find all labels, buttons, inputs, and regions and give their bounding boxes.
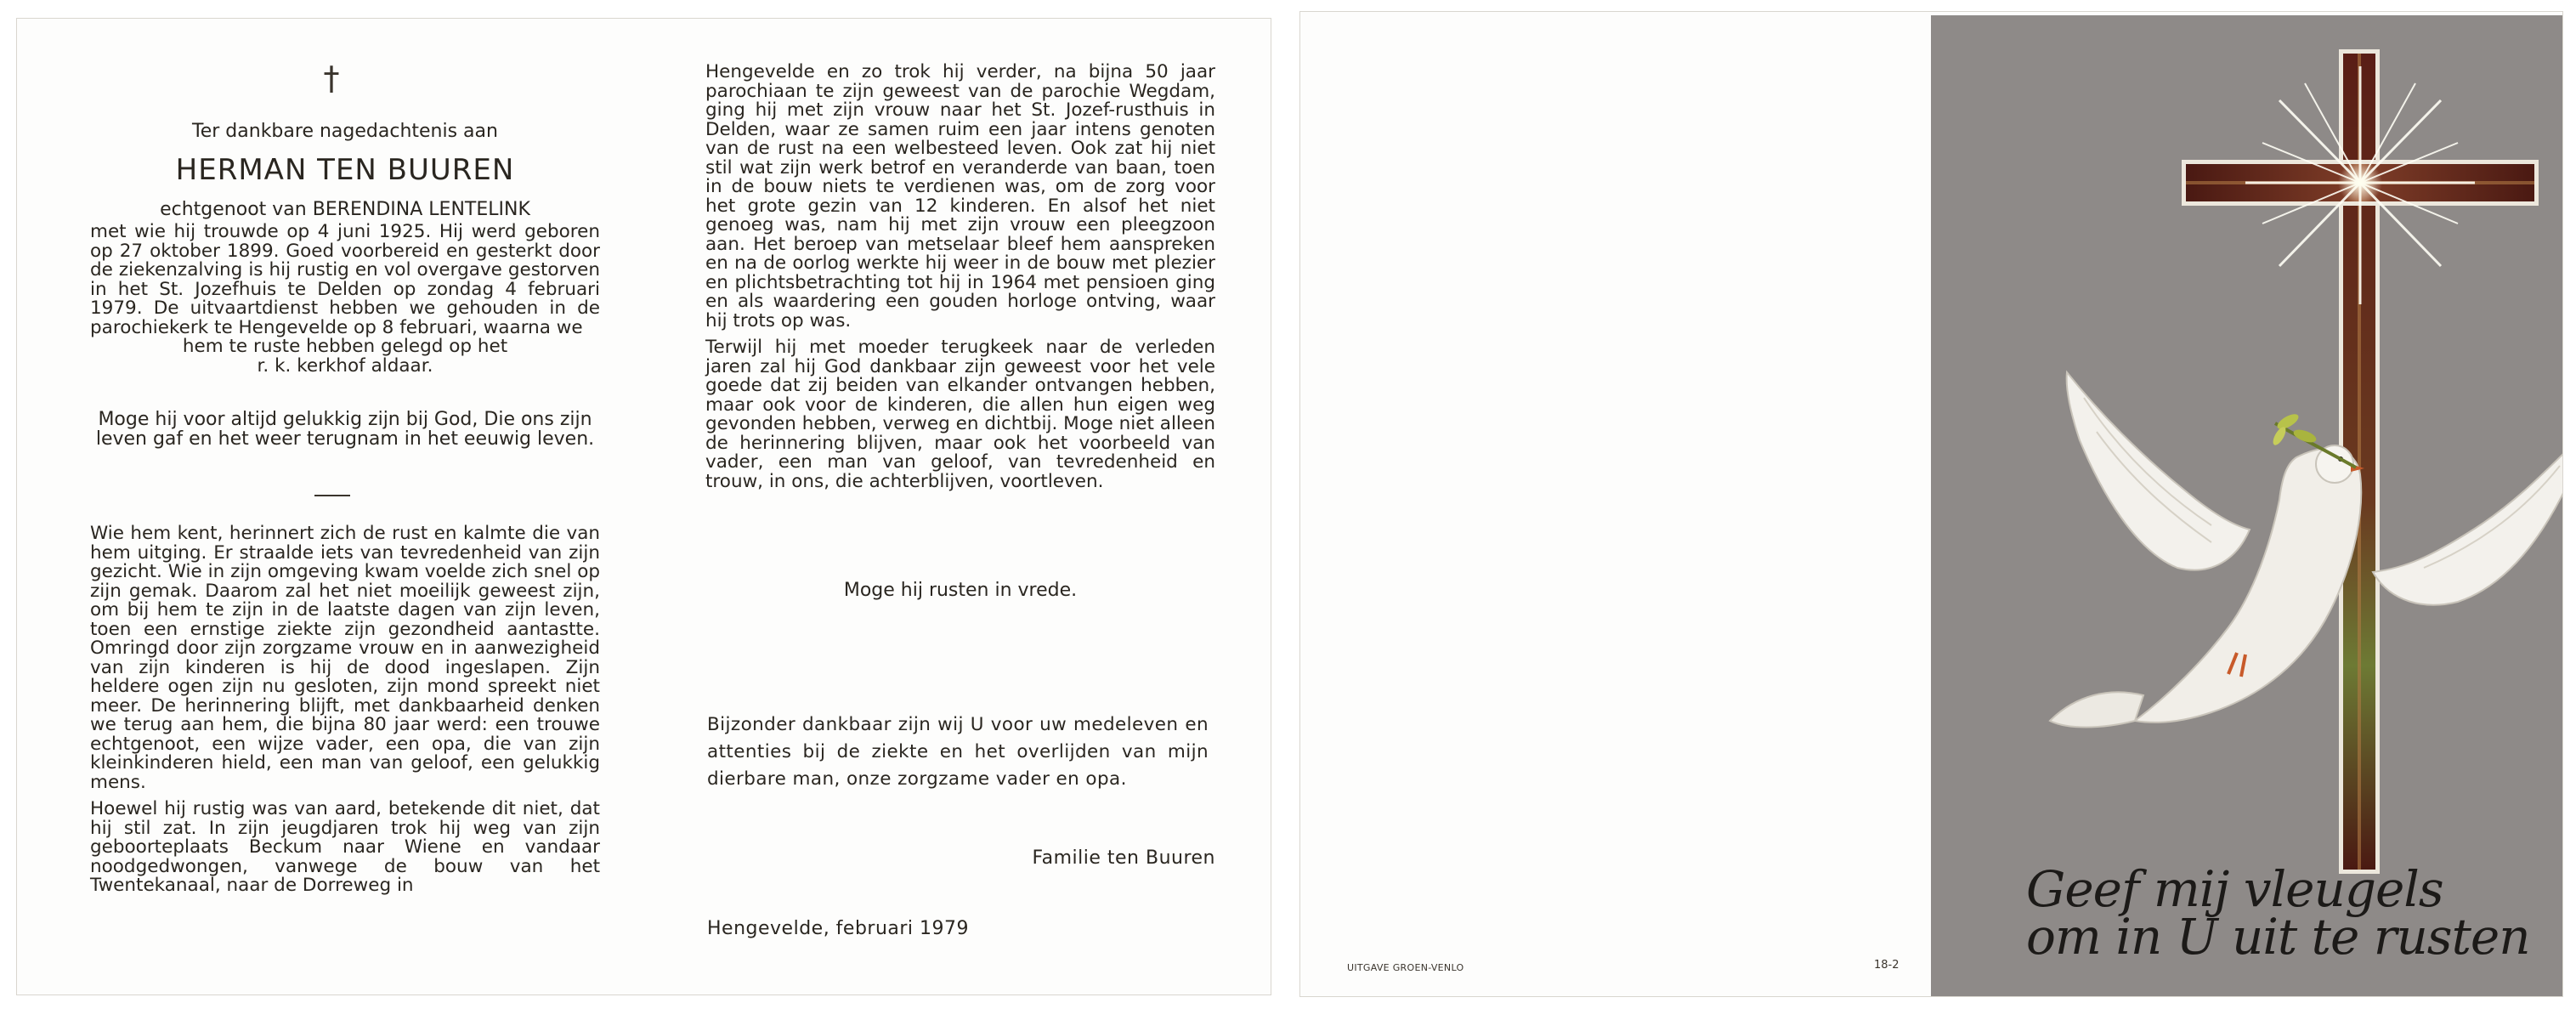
- motto-text: [2026, 860, 2553, 966]
- memory-paragraph-2: Hoewel hij rustig was van aard, betekende dit niet, dat hij stil zat. In zijn jeugdjaren trok hij weg van zijn geboorteplaats Beckum naar Wiene en vandaar noodgedwongen, vanwege de bouw van het Twentekanaal, naar de Dorreweg in: [90, 798, 600, 896]
- story-paragraph-2: Terwijl hij met moeder terugkeek naar de verleden jaren zal hij God dankbaar zijn geweest voor het vele goede dat zij beiden van elkander ontvangen hebben, maar ook voor de kinderen, die allen hun eigen weg gevonden hebben, verweg en dichtbij. Moge niet alleen de herinnering blijven, maar ook het voorbeeld van vader, een man van geloof, van tevredenheid en trouw, in ons, die achterblijven, voortleven.: [705, 337, 1215, 492]
- motto-line-1: Geef mij vleugels: [2026, 860, 2443, 918]
- light-center: [2338, 161, 2382, 205]
- family-signature: Familie ten Buuren: [1032, 847, 1215, 869]
- cross-and-dove-illustration: [1931, 15, 2562, 996]
- dove-icon: [2050, 372, 2562, 728]
- memory-block: [90, 524, 600, 904]
- section-divider: [314, 495, 350, 496]
- biography-tail-1: hem te ruste hebben gelegd op het: [182, 336, 508, 357]
- story-paragraph-1: Hengevelde en zo trok hij verder, na bijna 50 jaar parochiaan te zijn geweest van de parochie Wegdam, ging hij met zijn vrouw naar het St. Jozef-rusthuis in Delden, waar ze samen ruim een jaar intens genoten van de rust na een welbesteed leven. Ook zat hij niet stil wat zijn werk betrof en veranderde van baan, toen in de bouw niets te verdienen was, om de zorg voor het grote gezin van 12 kinderen. En alsof het niet genoeg was, nam hij met zijn vrouw een pleegzoon aan. Het beroep van metselaar bleef hem aanspreken en na de oorlog werkte hij weer in de bouw met plezier en plichtsbetrachting tot hij in 1964 met pensioen ging en als waardering een gouden horloge ontving, waar hij trots op was.: [705, 61, 1215, 332]
- biography-text: met wie hij trouwde op 4 juni 1925. Hij werd geboren op 27 oktober 1899. Goed voorbereid en gesterkt door de ziekenzalving is hij rustig en vol overgave gestorven in het St. Jozefhuis te Delden op zondag 4 februari 1979. De uitvaartdienst hebben we gehouden in de parochiekerk te Hengevelde op 8 februari, waarna we: [90, 221, 600, 338]
- deceased-name: HERMAN TEN BUUREN: [175, 153, 515, 187]
- card-inside-sheet: [17, 19, 1271, 994]
- motto-line-2: om in U uit te rusten: [2026, 908, 2530, 966]
- memory-paragraph-1: Wie hem kent, herinnert zich de rust en kalmte die van hem uitging. Er straalde iets van tevredenheid van zijn gezicht. Wie in zijn omgeving kwam voelde zich snel op zijn gemak. Daarom zal het niet moeilijk geweest zijn, om bij hem te zijn in de laatste dagen van zijn leven, toen een ernstige ziekte zijn gezondheid aantastte. Omringd door zijn zorgzame vrouw en in aanwezigheid van zijn kinderen is hij de dood ingeslapen. Zijn heldere ogen zijn nu gesloten, zijn mond spreekt niet meer. De herinnering blijft, met dankbaarheid denken we terug aan hem, die bijna 80 jaar werd: een trouwe echtgenoot, een wijze vader, een opa, die van zijn kleinkinderen hield, een man van geloof, een gelukkig mens.: [90, 523, 600, 793]
- closing-blessing: Moge hij rusten in vrede.: [843, 580, 1078, 601]
- thanks-text: Bijzonder dankbaar zijn wij U voor uw medeleven en attenties bij de ziekte en het overlijden van mijn dierbare man, onze zorgzame vader en opa.: [707, 714, 1209, 790]
- cross-icon: †: [323, 60, 340, 97]
- prayer-text: Moge hij voor altijd gelukkig zijn bij God, Die ons zijn leven gaf en het weer terugnam in het eeuwig leven.: [95, 409, 595, 450]
- story-block: [705, 63, 1215, 499]
- card-code: 18-2: [1874, 959, 1899, 972]
- biography-tail-2: r. k. kerkhof aldaar.: [257, 354, 433, 377]
- dedication-intro: Ter dankbare nagedachtenis aan: [192, 121, 498, 142]
- cover-illustration: [1931, 15, 2562, 996]
- spouse-line: echtgenoot van BERENDINA LENTELINK: [160, 199, 530, 220]
- publisher-imprint: UITGAVE GROEN-VENLO: [1347, 962, 1464, 973]
- card-cover-sheet: [1300, 12, 2562, 996]
- place-date: Hengevelde, februari 1979: [707, 918, 970, 939]
- biography-block: [90, 223, 600, 376]
